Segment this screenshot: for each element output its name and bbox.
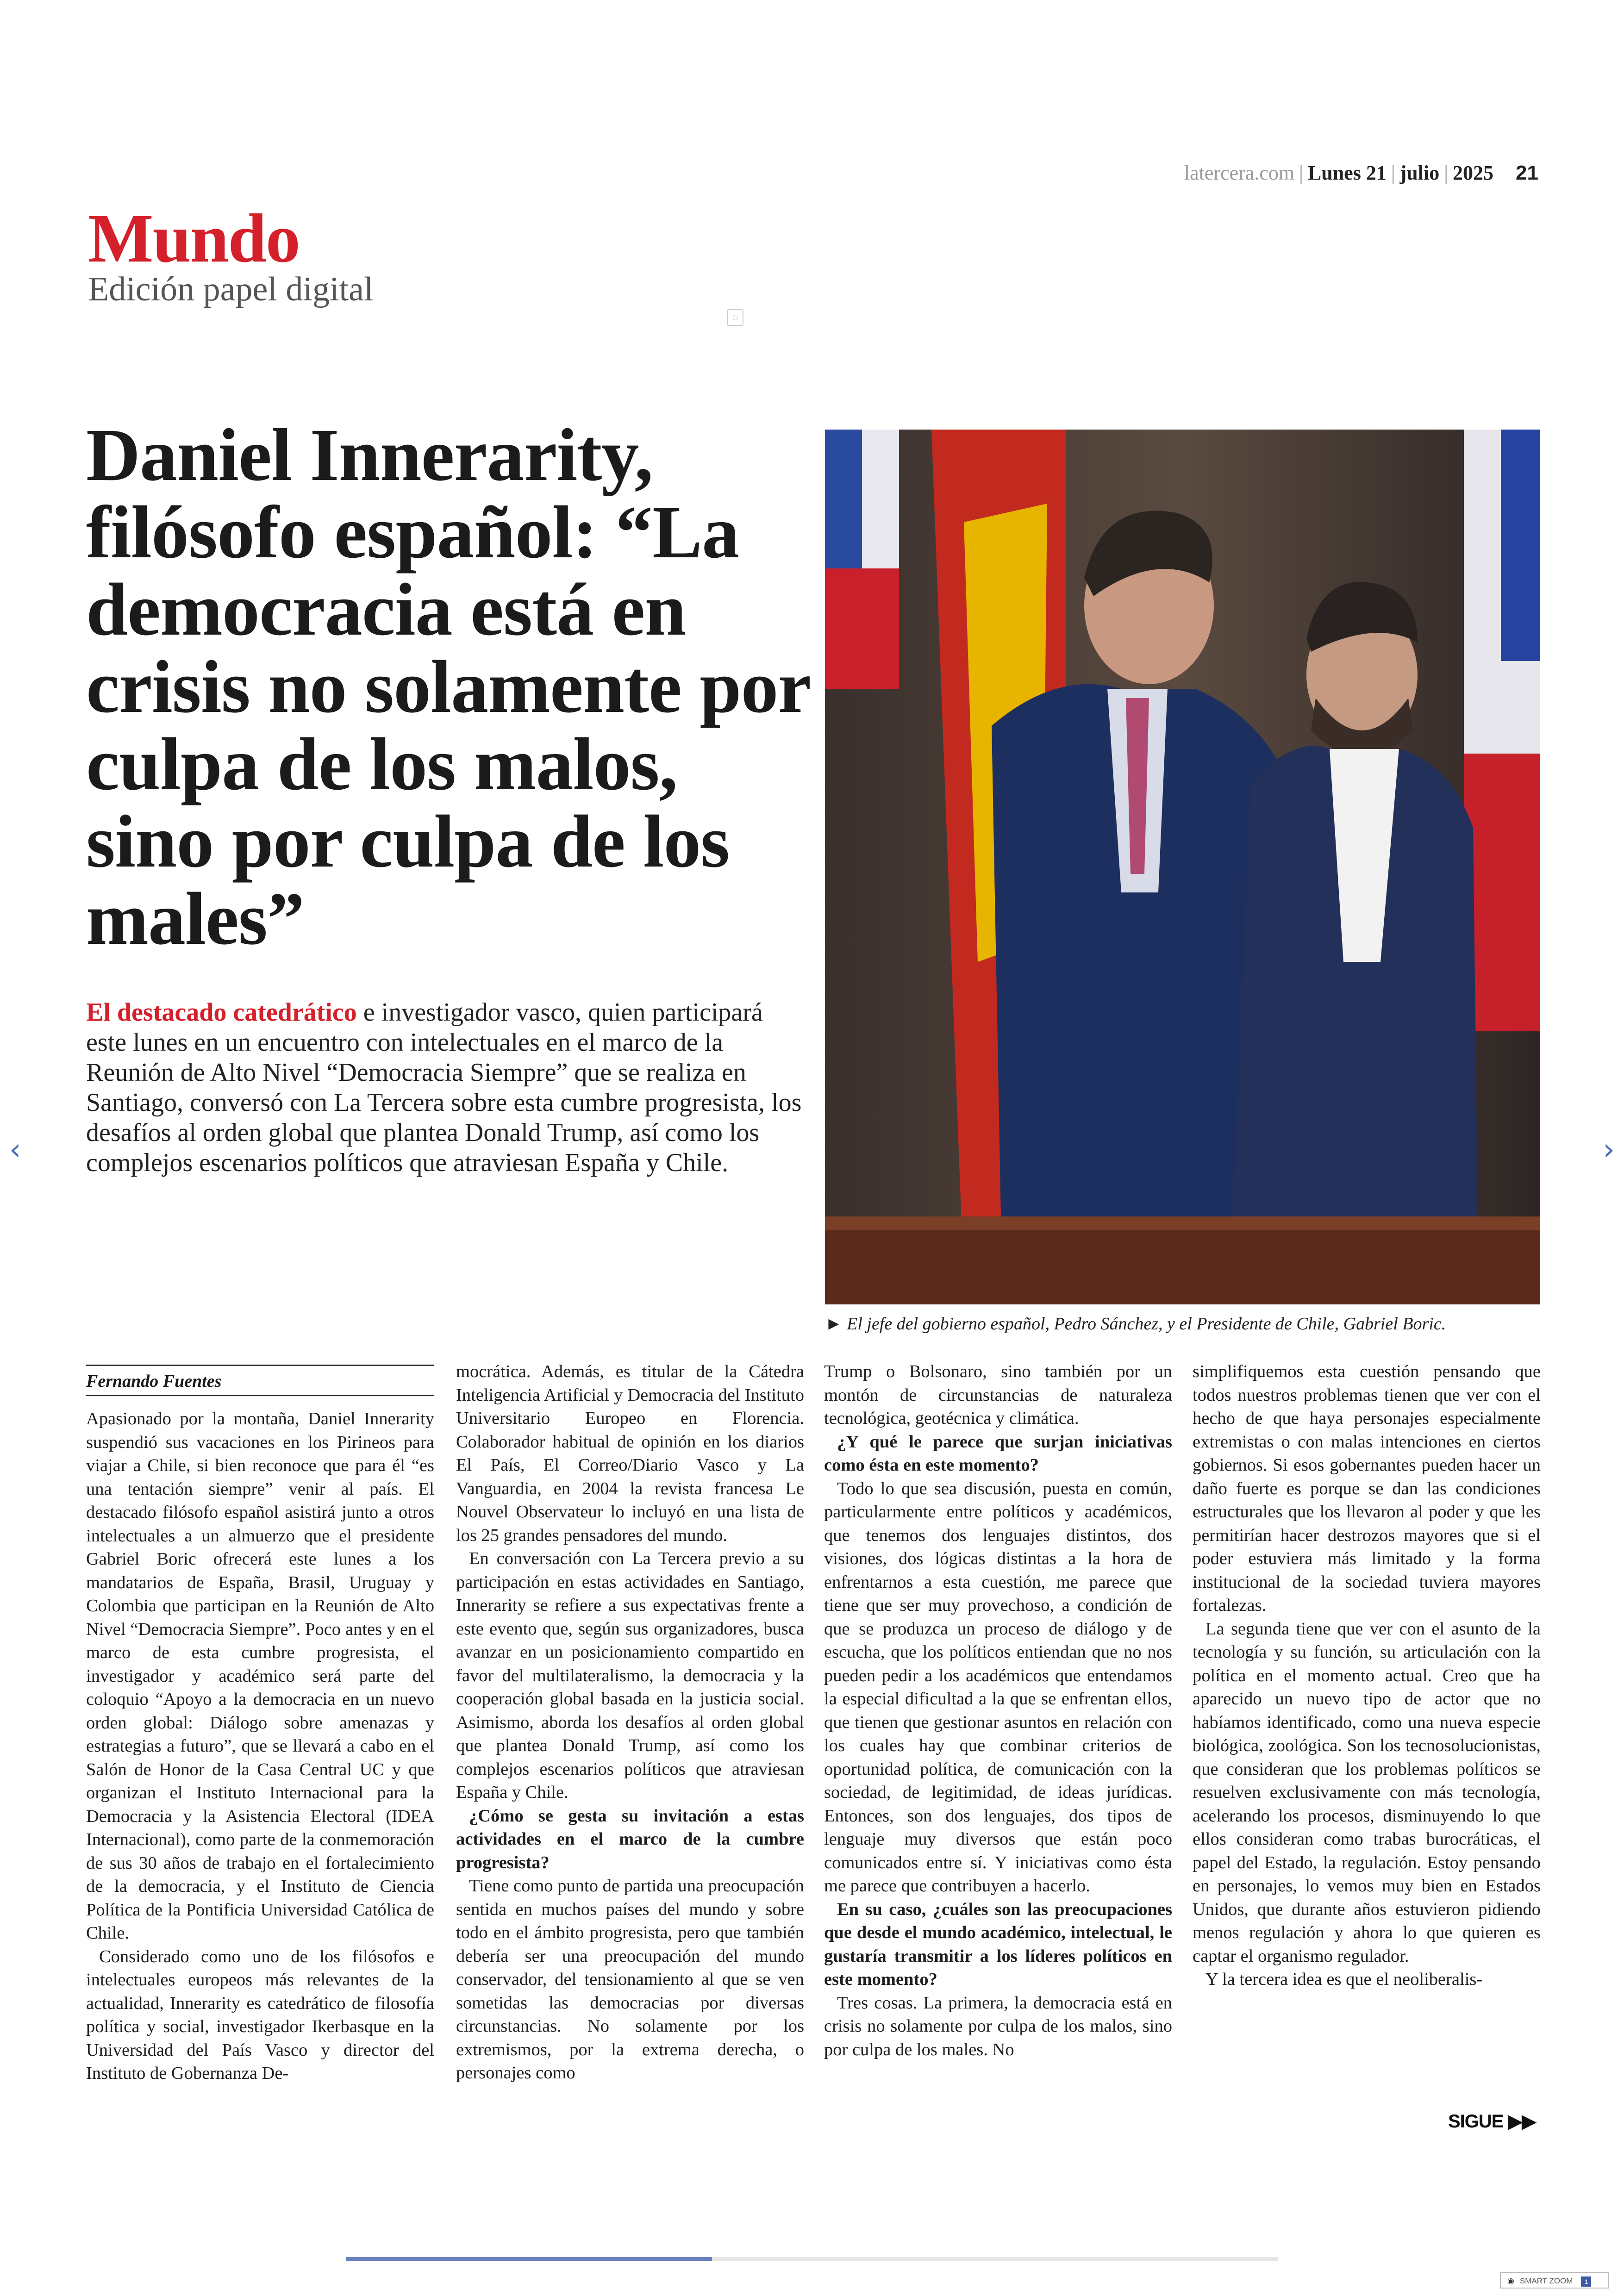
paragraph: Tiene como punto de partida una preocupación sentida en muchos países del mundo y sobre todo en el ámbito progresista, pero que también debería ser una preocupación del mundo conservador, del tensionamiento al que se ven sometidas las democracias por diversas circunstancias. No solamente por los extremismos, por la extrema derecha, o personajes como	[456, 1876, 804, 2083]
body-column-2	[456, 1360, 804, 2085]
page-marker-icon: ▫	[727, 309, 743, 326]
body-column-3	[824, 1360, 1172, 2061]
body-column-4	[1193, 1360, 1541, 1991]
lead-text: e investigador vasco, quien participará este lunes en un encuentro con intelectuales en el marco de la Reunión de Alto Nivel “Democracia Siempre” que se realiza en Santiago, conversó con La Tercera sobre esta cumbre progresista, los desafíos al orden global que plantea Donald Trump, así como los complejos escenarios políticos que atraviesan España y Chile.	[86, 998, 802, 1177]
paragraph: La segunda tiene que ver con el asunto de la tecnología y su función, su articulación con la política en el momento actual. Creo que ha aparecido un nuevo tipo de actor que no habíamos identificado, como una nueva especie biológica, zoológica. Son los tecnosolucionistas, que consideran que los problemas políticos se resuelven exclusivamente con más tecnología, acelerando los procesos, disminuyendo lo que ellos consideran como trabas burocráticas, el papel del Estado, la regulación. Estoy pensando en personajes, lo vemos muy bien en Estados Unidos, que durante años estuvieron pidiendo menos regulación y ahora lo que quieren es captar el organismo regulador.	[1193, 1619, 1541, 1966]
paragraph: Considerado como uno de los filósofos e intelectuales europeos más relevantes de la actualidad, Innerarity es catedrático de filosofía política y social, investigador Ikerbasque en la Universidad del País Vasco y director del Instituto de Gobernanza De-	[86, 1946, 434, 2083]
lead-paragraph	[86, 998, 808, 1178]
chevron-left-icon[interactable]: ‹	[9, 1133, 21, 1167]
body-column-1	[86, 1407, 434, 2085]
interview-question: En su caso, ¿cuáles son las preocupaciones que desde el mundo académico, intelectual, le gustaría transmitir a los líderes políticos en este momento?	[824, 1899, 1172, 1989]
site-name: latercera.com	[1184, 162, 1295, 184]
paragraph: Apasionado por la montaña, Daniel Innerarity suspendió sus vacaciones en los Pirineos para viajar a Chile, si bien reconoce que para él “es una tentación siempre” venir al país. El destacado filósofo español asistirá junto a otros intelectuales a un almuerzo que el presidente Gabriel Boric ofrecerá este lunes a los mandatarios de España, Brasil, Uruguay y Colombia que participan en la Reunión de Alto Nivel “Democracia Siempre”. Poco antes y en el marco de esta cumbre progresista, el investigador y académico será parte del coloquio “Apoyo a la democracia en un nuevo orden global: Diálogo sobre amenazas y estrategias a futuro”, que se llevará a cabo en el Salón de Honor de la Casa Central UC y que organizan el Instituto Internacional para la Democracia y la Asistencia Electoral (IDEA Internacional), como parte de la conmemoración de sus 30 años de trabajo en el fortalecimiento de la democracia, y el Instituto de Ciencia Política de la Pontificia Universidad Católica de Chile.	[86, 1409, 434, 1943]
smart-zoom-label: SMART ZOOM	[1519, 2276, 1573, 2285]
scrollbar-thumb[interactable]	[346, 2257, 712, 2261]
byline-rule	[86, 1365, 434, 1366]
section-title: Mundo	[88, 200, 300, 277]
chevron-right-icon[interactable]: ›	[1603, 1133, 1615, 1167]
edition-label: Edición papel digital	[88, 270, 374, 308]
headline: Daniel Innerarity, filósofo español: “La democracia está en crisis no solamente por culpa de los malos, sino por culpa de los males”	[86, 414, 810, 960]
paragraph: Todo lo que sea discusión, puesta en común, particularmente entre políticos y académicos, que tenemos dos lenguajes distintos, dos visiones, dos lógicas distintas a la hora de enfrentarnos a esta cuestión, me parece que tiene que ser muy provechoso, a condición de que se produzca un proceso de diálogo y de escucha, que los políticos entiendan que no nos pueden pedir a los académicos que entendamos la especial dificultad a la que se enfrentan ellos, que tienen que gestionar asuntos en relación con los cuales hay que combinar criterios de oportunidad política, de comunicación con la sociedad, de legitimidad, de ideas jurídicas. Entonces, son dos lenguajes, dos tipos de lenguaje muy diversos que están poco comunicados entre sí. Y iniciativas como ésta me parece que contribuyen a hacerlo.	[824, 1478, 1172, 1896]
date-day: Lunes 21	[1307, 162, 1387, 184]
paragraph: Trump o Bolsonaro, sino también por un montón de circunstancias de naturaleza tecnológica, geotécnica y climática.	[824, 1362, 1172, 1428]
page-header: latercera.com | Lunes 21 | julio | 2025 21	[1184, 162, 1538, 184]
photo-illustration	[825, 430, 1540, 1304]
paragraph: En conversación con La Tercera previo a su participación en estas actividades en Santiago, Innerarity se refiere a sus expectativas frente a este evento que, según sus organizadores, busca avanzar en un posicionamiento compartido en favor del multilateralismo, la democracia y la cooperación global basada en la justicia social. Asimismo, aborda los desafíos al orden global que plantea Donald Trump, así como los complejos escenarios políticos que atraviesan España y Chile.	[456, 1549, 804, 1802]
page-scrollbar[interactable]	[346, 2257, 1278, 2261]
eye-icon: ◉	[1507, 2276, 1514, 2286]
paragraph: mocrática. Además, es titular de la Cátedra Inteligencia Artificial y Democracia del Instituto Universitario Europeo en Florencia. Colaborador habitual de opinión en los diarios El País, El Correo/Diario Vasco y La Vanguardia, en 2004 la revista francesa Le Nouvel Observateur lo incluyó en una lista de los 25 grandes pensadores del mundo.	[456, 1362, 804, 1545]
smart-zoom-badge: 1	[1581, 2276, 1591, 2287]
date-month: julio	[1399, 162, 1440, 184]
date-year: 2025	[1453, 162, 1494, 184]
interview-question: ¿Cómo se gesta su invitación a estas actividades en el marco de la cumbre progresista?	[456, 1806, 804, 1872]
smart-zoom-button[interactable]	[1500, 2272, 1609, 2289]
paragraph: Tres cosas. La primera, la democracia está en crisis no solamente por culpa de los malos, sino por culpa de los males. No	[824, 1993, 1172, 2059]
paragraph: simplifiquemos esta cuestión pensando que todos nuestros problemas tienen que ver con el hecho de que haya personajes especialmente extremistas o con malas intenciones en ciertos gobiernos. Si esos gobernantes pueden hacer un daño fuerte es porque se dan las condiciones estructurales que los llevaron al poder y que les permitirían hacer destrozos mayores que si el poder estuviera más limitado y la forma institucional de la sociedad tuviera mayores fortalezas.	[1193, 1362, 1541, 1615]
photo-caption: ► El jefe del gobierno español, Pedro Sánchez, y el Presidente de Chile, Gabriel Boric.	[825, 1314, 1446, 1334]
lead-highlight: El destacado catedrático	[86, 998, 357, 1027]
page-number: 21	[1516, 162, 1538, 184]
paragraph: Y la tercera idea es que el neoliberalis-	[1206, 1970, 1483, 1989]
article-photo	[825, 430, 1540, 1304]
interview-question: ¿Y qué le parece que surjan iniciativas como ésta en este momento?	[824, 1432, 1172, 1475]
byline: Fernando Fuentes	[86, 1371, 434, 1396]
continue-label[interactable]: SIGUE ▶▶	[1448, 2111, 1536, 2132]
